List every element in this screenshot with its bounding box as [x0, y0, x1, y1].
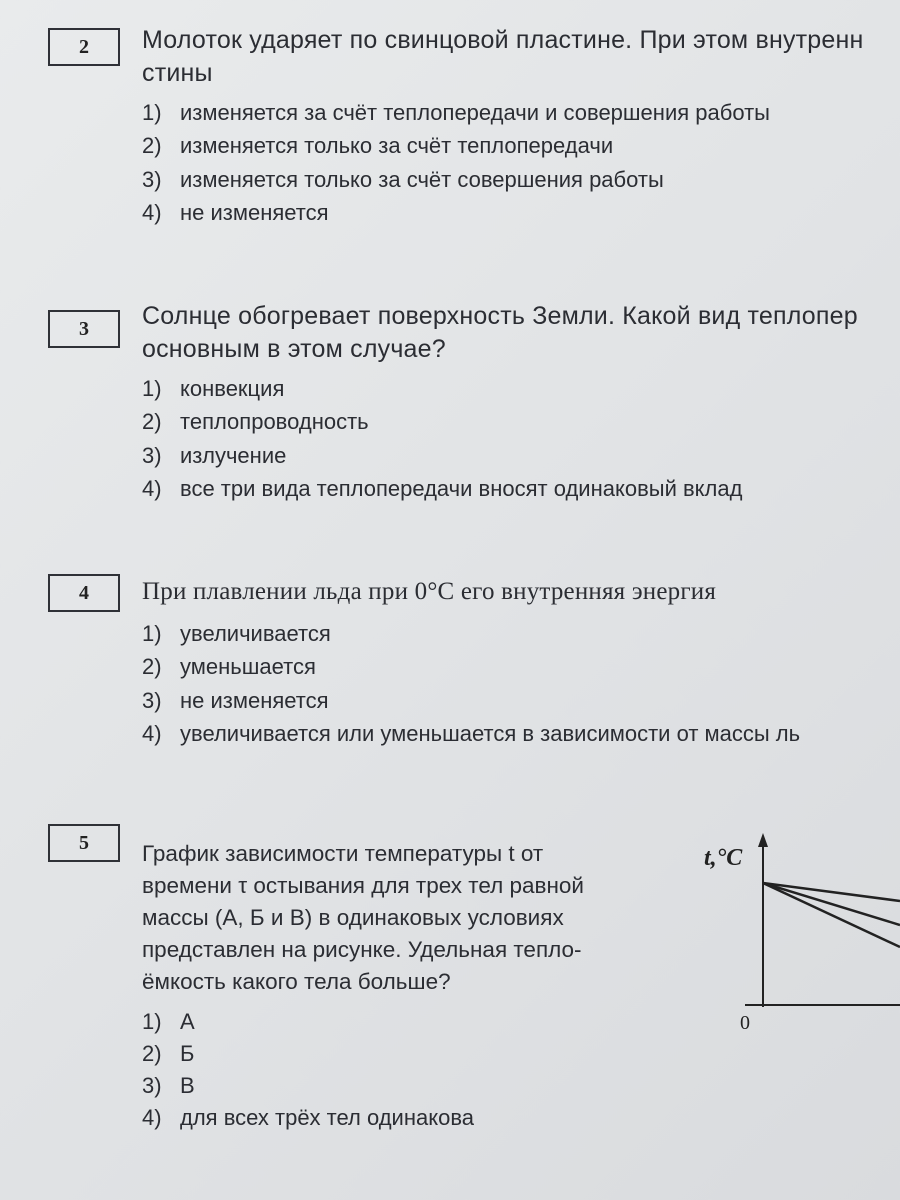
option-number: 4)	[142, 721, 162, 747]
question-number-box	[48, 824, 120, 862]
option-text: изменяется за счёт теплопередачи и совершения работы	[180, 99, 770, 125]
option-number: 3)	[142, 1073, 162, 1098]
option-number: 2)	[142, 133, 162, 159]
option-number: 1)	[142, 375, 162, 401]
question-text-line: ёмкость какого тела больше?	[142, 969, 451, 994]
option-number: 2)	[142, 654, 162, 680]
answer-option	[142, 617, 900, 651]
question-text	[142, 300, 900, 366]
question-number: 2	[79, 35, 89, 58]
option-text: конвекция	[180, 375, 285, 401]
option-text: увеличивается	[180, 620, 331, 646]
answer-option	[142, 1070, 900, 1102]
option-text: изменяется только за счёт совершения работы	[180, 166, 664, 192]
option-text: для всех трёх тел одинакова	[180, 1105, 474, 1130]
option-number: 3)	[142, 166, 162, 192]
answer-option	[142, 163, 900, 197]
option-number: 1)	[142, 620, 162, 646]
option-text: изменяется только за счёт теплопередачи	[180, 133, 614, 159]
answer-option	[142, 197, 900, 231]
option-number: 4)	[142, 476, 162, 502]
question-number-box	[48, 310, 120, 348]
answer-option	[142, 96, 900, 130]
question-text-line: представлен на рисунке. Удельная тепло-	[142, 937, 582, 962]
question-text-line: основным в этом случае?	[142, 335, 446, 363]
option-text: увеличивается или уменьшается в зависимости от массы ль	[180, 721, 801, 747]
answer-option	[142, 684, 900, 718]
origin-label: 0	[740, 1012, 750, 1034]
question-number: 3	[79, 317, 89, 340]
option-number: 4)	[142, 200, 162, 226]
question-text	[142, 575, 900, 608]
option-text: уменьшается	[180, 654, 316, 680]
question-text-line: При плавлении льда при 0°С его внутренняя энергия	[142, 578, 717, 605]
answer-option	[142, 130, 900, 164]
answer-option	[142, 1102, 900, 1134]
question-text-line: Солнце обогревает поверхность Земли. Какой вид теплопер	[142, 302, 858, 330]
question-number-box	[48, 574, 120, 612]
question-number: 4	[79, 581, 89, 604]
option-number: 4)	[142, 1105, 162, 1130]
y-axis-label: t,°C	[704, 845, 743, 871]
y-axis-arrow	[758, 833, 768, 847]
option-number: 3)	[142, 442, 162, 468]
option-text: все три вида теплопередачи вносят одинаковый вклад	[180, 476, 743, 502]
option-text: Б	[180, 1041, 195, 1066]
answer-options	[142, 617, 900, 751]
question-text	[142, 838, 658, 998]
option-text: А	[180, 1009, 195, 1034]
answer-option	[142, 406, 900, 440]
answer-option	[142, 439, 900, 473]
option-text: не изменяется	[180, 687, 329, 713]
option-text: теплопроводность	[180, 409, 369, 435]
answer-option	[142, 718, 900, 752]
question-text-line: Молоток ударяет по свинцовой пластине. При этом внутренн	[142, 26, 864, 54]
option-text: излучение	[180, 442, 287, 468]
answer-option	[142, 372, 900, 406]
option-number: 1)	[142, 1009, 162, 1034]
cooling-graph	[690, 825, 900, 1040]
question-text-line: График зависимости температуры t от	[142, 841, 544, 866]
cooling-line-middle	[763, 883, 900, 925]
option-number: 1)	[142, 99, 162, 125]
answer-options	[142, 372, 900, 506]
answer-option	[142, 651, 900, 685]
question-text-line: стины	[142, 59, 213, 87]
question-number-box	[48, 28, 120, 66]
answer-option	[142, 1038, 900, 1070]
answer-option	[142, 473, 900, 507]
option-text: В	[180, 1073, 195, 1098]
question-text-line: массы (А, Б и В) в одинаковых условиях	[142, 905, 564, 930]
question-number: 5	[79, 831, 89, 854]
question-text	[142, 24, 900, 90]
option-number: 3)	[142, 687, 162, 713]
answer-options	[142, 96, 900, 230]
option-number: 2)	[142, 1041, 162, 1066]
option-text: не изменяется	[180, 200, 329, 226]
option-number: 2)	[142, 409, 162, 435]
question-text-line: времени τ остывания для трех тел равной	[142, 873, 584, 898]
